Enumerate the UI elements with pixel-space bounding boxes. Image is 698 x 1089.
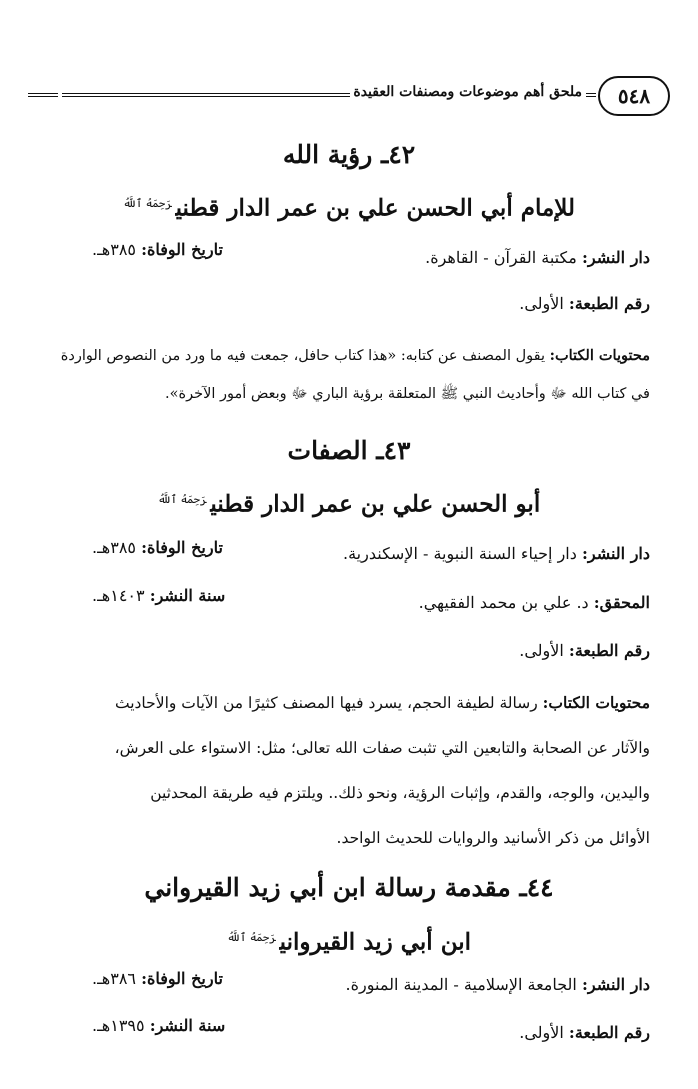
edition-line-43: رقم الطبعة: الأولى.: [519, 641, 650, 660]
section-title-43: ٤٣ـ الصفات: [287, 436, 411, 465]
death-date-44: تاريخ الوفاة: ٣٨٦هـ.: [92, 969, 223, 988]
edition-line-42: رقم الطبعة: الأولى.: [519, 294, 650, 313]
editor-line-43: المحقق: د. علي بن محمد الفقيهي.: [418, 593, 650, 612]
header-rule: [586, 93, 596, 97]
publisher-line-42: دار النشر: مكتبة القرآن - القاهرة.: [425, 248, 650, 267]
author-line-42: للإمام أبي الحسن علي بن عمر الدار قطني$^{رَحِمَهُ ٱللَّهُ}$: [122, 194, 576, 222]
year-43: سنة النشر: ١٤٠٣هـ.: [92, 586, 226, 605]
header-rule-long: [62, 93, 350, 97]
death-date-42: تاريخ الوفاة: ٣٨٥هـ.: [92, 240, 223, 259]
running-title: ملحق أهم موضوعات ومصنفات العقيدة: [353, 84, 582, 100]
honorific: رَحِمَهُ ٱللَّهُ: [122, 197, 172, 210]
publisher-line-44: دار النشر: الجامعة الإسلامية - المدينة المنورة.: [345, 975, 650, 994]
author-line-43: أبو الحسن علي بن عمر الدار قطني$^{رَحِمَهُ ٱللَّهُ}$: [157, 490, 541, 518]
year-44: سنة النشر: ١٣٩٥هـ.: [92, 1016, 226, 1035]
page-number: ٥٤٨: [598, 76, 670, 116]
contents-42: محتويات الكتاب: يقول المصنف عن كتابه: «هذا كتاب حافل، جمعت فيه ما ورد من النصوص الواردة في كتاب الله ﷻ وأحاديث النبي ﷺ المتعلقة برؤية الباري ﷻ وبعض أمور الآخرة».: [60, 347, 650, 402]
death-date-43: تاريخ الوفاة: ٣٨٥هـ.: [92, 538, 223, 557]
author-line-44: ابن أبي زيد القيرواني$^{رَحِمَهُ ٱللَّهُ}$: [227, 928, 471, 956]
edition-line-44: رقم الطبعة: الأولى.: [519, 1023, 650, 1042]
header-rule-end: [28, 93, 58, 97]
contents-43: محتويات الكتاب: رسالة لطيفة الحجم، يسرد فيها المصنف كثيرًا من الآيات والأحاديث والآثار عن الصحابة والتابعين التي تثبت صفات الله تعالى؛ مثل: الاستواء على العرش، واليدين، والوجه، والقدم، وإثبات الرؤية، ونحو ذلك.. ويلتزم فيه طريقة المحدثين الأوائل من ذكر الأسانيد والروايات للحديث الواحد.: [114, 693, 650, 847]
running-header: [28, 76, 670, 120]
publisher-line-43: دار النشر: دار إحياء السنة النبوية - الإسكندرية.: [343, 544, 650, 563]
section-title-42: ٤٢ـ رؤية الله: [282, 140, 416, 169]
honorific: رَحِمَهُ ٱللَّهُ: [227, 931, 276, 944]
section-title-44: ٤٤ـ مقدمة رسالة ابن أبي زيد القيرواني: [144, 873, 554, 902]
honorific: رَحِمَهُ ٱللَّهُ: [157, 493, 207, 506]
